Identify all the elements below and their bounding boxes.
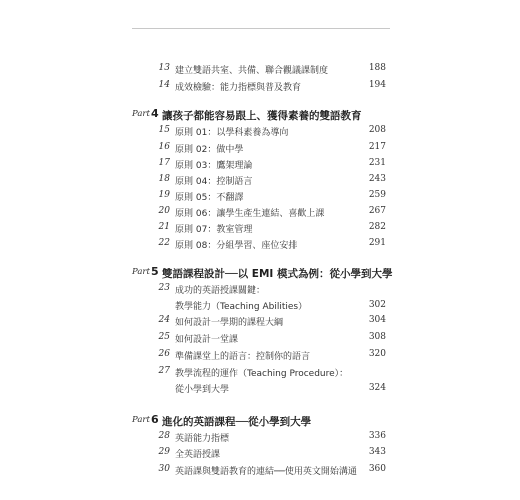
chapter-number: 16 [158,142,170,152]
page-number: 320 [368,349,386,359]
page-number: 194 [368,80,386,90]
chapter-title-continuation: 教學能力（Teaching Abilities） [175,302,308,312]
chapter-title: 英語能力指標 [175,434,230,444]
toc-entry[interactable] [0,430,520,446]
part-number: 5 [151,265,159,278]
page-number: 243 [368,174,386,184]
toc-entry[interactable] [0,348,520,364]
chapter-title: 教學流程的運作（Teaching Procedure）： [175,369,349,379]
toc-entry[interactable] [0,189,520,205]
chapter-number: 25 [158,332,170,342]
chapter-number: 30 [158,464,170,474]
chapter-number: 26 [158,349,170,359]
toc-entry[interactable] [0,282,520,316]
part-label: Part [132,109,150,119]
part-heading[interactable] [0,413,520,431]
toc-entry[interactable] [0,221,520,237]
page-number: 188 [368,63,386,73]
page-number: 267 [368,206,386,216]
page-number: 324 [368,383,386,393]
chapter-number: 24 [158,315,170,325]
part-title: 進化的英語課程──從小學到大學 [162,416,312,428]
chapter-number: 21 [158,222,170,232]
page-number: 208 [368,125,386,135]
chapter-number: 13 [158,63,170,73]
chapter-title: 原則 06：讓學生產生連結、喜歡上課 [175,209,325,219]
toc-entry[interactable] [0,79,520,95]
chapter-number: 17 [158,158,170,168]
part-number: 6 [151,413,159,426]
toc-entry[interactable] [0,173,520,189]
toc-entry[interactable] [0,237,520,253]
chapter-title: 準備課堂上的語言：控制你的語言 [175,352,311,362]
page-number: 291 [368,238,386,248]
chapter-title: 原則 01：以學科素養為導向 [175,128,289,138]
page-number: 308 [368,332,386,342]
page-number: 259 [368,190,386,200]
chapter-title: 成功的英語授課關鍵： [175,286,266,296]
chapter-title: 英語課與雙語教育的連結──使用英文開始溝通 [175,467,357,477]
chapter-title: 原則 04：控制語言 [175,177,253,187]
part-number: 4 [151,107,159,120]
page-number: 304 [368,315,386,325]
page-number: 343 [368,447,386,457]
chapter-title: 原則 02：做中學 [175,145,244,155]
chapter-number: 23 [158,283,170,293]
chapter-title: 原則 03：鷹架理論 [175,161,253,171]
toc-entry[interactable] [0,62,520,78]
page-number: 231 [368,158,386,168]
toc-entry[interactable] [0,205,520,221]
chapter-title: 原則 08：分組學習、座位安排 [175,241,298,251]
part-heading[interactable] [0,107,520,125]
chapter-number: 15 [158,125,170,135]
toc-entry[interactable] [0,141,520,157]
chapter-number: 19 [158,190,170,200]
chapter-title: 成效檢驗：能力指標與普及教育 [175,83,302,93]
page-number: 360 [368,464,386,474]
chapter-title: 全英語授課 [175,450,221,460]
toc-entry[interactable] [0,314,520,330]
toc-entry[interactable] [0,446,520,462]
chapter-number: 14 [158,80,170,90]
part-heading[interactable] [0,265,520,283]
page-number: 282 [368,222,386,232]
chapter-number: 27 [158,366,170,376]
part-title: 讓孩子都能容易跟上、獲得素養的雙語教育 [162,110,362,122]
toc-entry[interactable] [0,365,520,399]
chapter-number: 28 [158,431,170,441]
chapter-title: 如何設計一學期的課程大綱 [175,318,284,328]
page-number: 217 [368,142,386,152]
chapter-title: 建立雙語共室、共備、聯合觀議課制度 [175,66,329,76]
part-title: 雙語課程設計──以 EMI 模式為例：從小學到大學 [162,268,393,280]
chapter-number: 29 [158,447,170,457]
page-number: 302 [368,300,386,310]
part-label: Part [132,415,150,425]
toc-entry[interactable] [0,463,520,479]
toc-entry[interactable] [0,124,520,140]
chapter-title: 原則 05：不翻譯 [175,193,244,203]
toc-entry[interactable] [0,331,520,347]
part-label: Part [132,267,150,277]
chapter-title: 原則 07：教室管理 [175,225,253,235]
chapter-title: 如何設計一堂課 [175,335,239,345]
chapter-number: 22 [158,238,170,248]
chapter-number: 18 [158,174,170,184]
chapter-number: 20 [158,206,170,216]
chapter-title-continuation: 從小學到大學 [175,385,230,395]
page-number: 336 [368,431,386,441]
toc-entry[interactable] [0,157,520,173]
